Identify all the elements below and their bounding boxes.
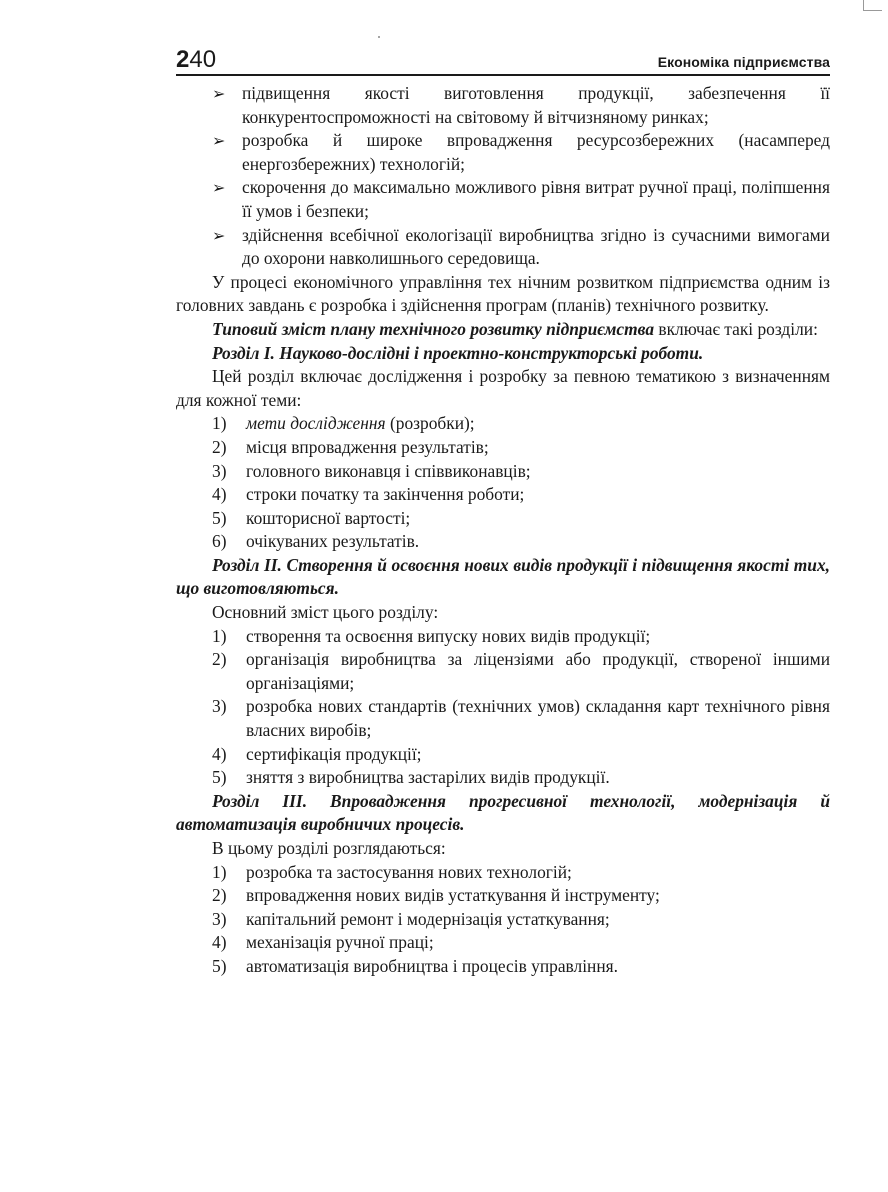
list-item: 5) кошторисної вартості; [212,507,411,528]
plan-rest: включає такі розділи: [654,318,818,339]
list-item: 4) строки початку та закінчення роботи; [212,484,525,505]
list-item: 5) зняття з виробництва застарілих видів продукції. [212,767,610,788]
bullet-item: ➢ здійснення всебічної екологізації виробництва згідно із сучасними вимогами до охорони навколишнього середовища. [212,224,830,269]
arrow-bullet-icon: ➢ [212,225,226,245]
page-number: 240 [176,46,217,73]
list-item: 1) створення та освоєння випуску нових видів продукції; [212,625,651,646]
list-item: 5) автоматизація виробництва і процесів управління. [212,955,619,976]
bullet-item: ➢ підвищення якості виготовлення продукції, забезпечення її конкурентоспроможності на світовому й вітчизняному ринках; [212,83,830,127]
list-item: 3) капітальний ремонт і модернізація устаткування; [212,908,610,929]
page-body [176,82,830,979]
section-1-intro: Цей розділ включає дослідження і розробку за певною тематикою з визначенням для кожної теми: [176,366,830,410]
corner-mark [863,0,882,11]
list-item: 4) сертифікація продукції; [212,743,422,764]
page-header [176,46,830,76]
list-item: 2) впровадження нових видів устаткування й інструменту; [212,885,660,906]
list-item: 3) розробка нових стандартів (технічних умов) складання карт технічного рівня власних виробів; [212,696,830,741]
section-2-heading: Розділ II. Створення й освоєння нових видів продукції і підвищення якості тих, що виготовляються. [176,554,830,599]
section-3-intro: В цьому розділі розглядаються: [212,838,446,858]
list-item: 1) розробка та застосування нових технологій; [212,861,572,882]
section-3-heading: Розділ III. Впровадження прогресивної технології, модернізація й автоматизація виробничих процесів. [176,790,830,835]
arrow-bullet-icon: ➢ [212,131,226,151]
list-item: 1) мети дослідження (розробки); [212,413,475,434]
arrow-bullet-icon: ➢ [212,84,226,103]
section-1-heading: Розділ I. Науково-дослідні і проектно-конструкторські роботи. [212,342,704,363]
plan-paragraph [176,318,830,342]
plan-emphasis: Типовий зміст плану технічного розвитку підприємства [212,318,655,339]
section-2-intro: Основний зміст цього розділу: [212,602,439,623]
list-item: 3) головного виконавця і співвиконавців; [212,460,531,481]
list-item: 2) організація виробництва за ліцензіями або продукції, створеної іншими організаціями; [212,649,830,693]
scan-speck [378,36,380,38]
bullet-item: ➢ розробка й широке впровадження ресурсозбережних (насамперед енергозбережних) технологій; [212,130,830,174]
list-item: 2) місця впровадження результатів; [212,436,489,457]
list-item: 4) механізація ручної праці; [212,932,434,953]
running-title: Економіка підприємства [657,54,830,70]
list-item: 6) очікуваних результатів. [212,531,420,552]
bullet-item: ➢ скорочення до максимально можливого рівня витрат ручної праці, поліпшення її умов і безпеки; [212,177,830,221]
arrow-bullet-icon: ➢ [212,178,226,198]
intro-paragraph: У процесі економічного управління тех нічним розвитком підприємства одним із головних завдань є розробка і здійснення програм (планів) технічного розвитку. [176,271,830,316]
